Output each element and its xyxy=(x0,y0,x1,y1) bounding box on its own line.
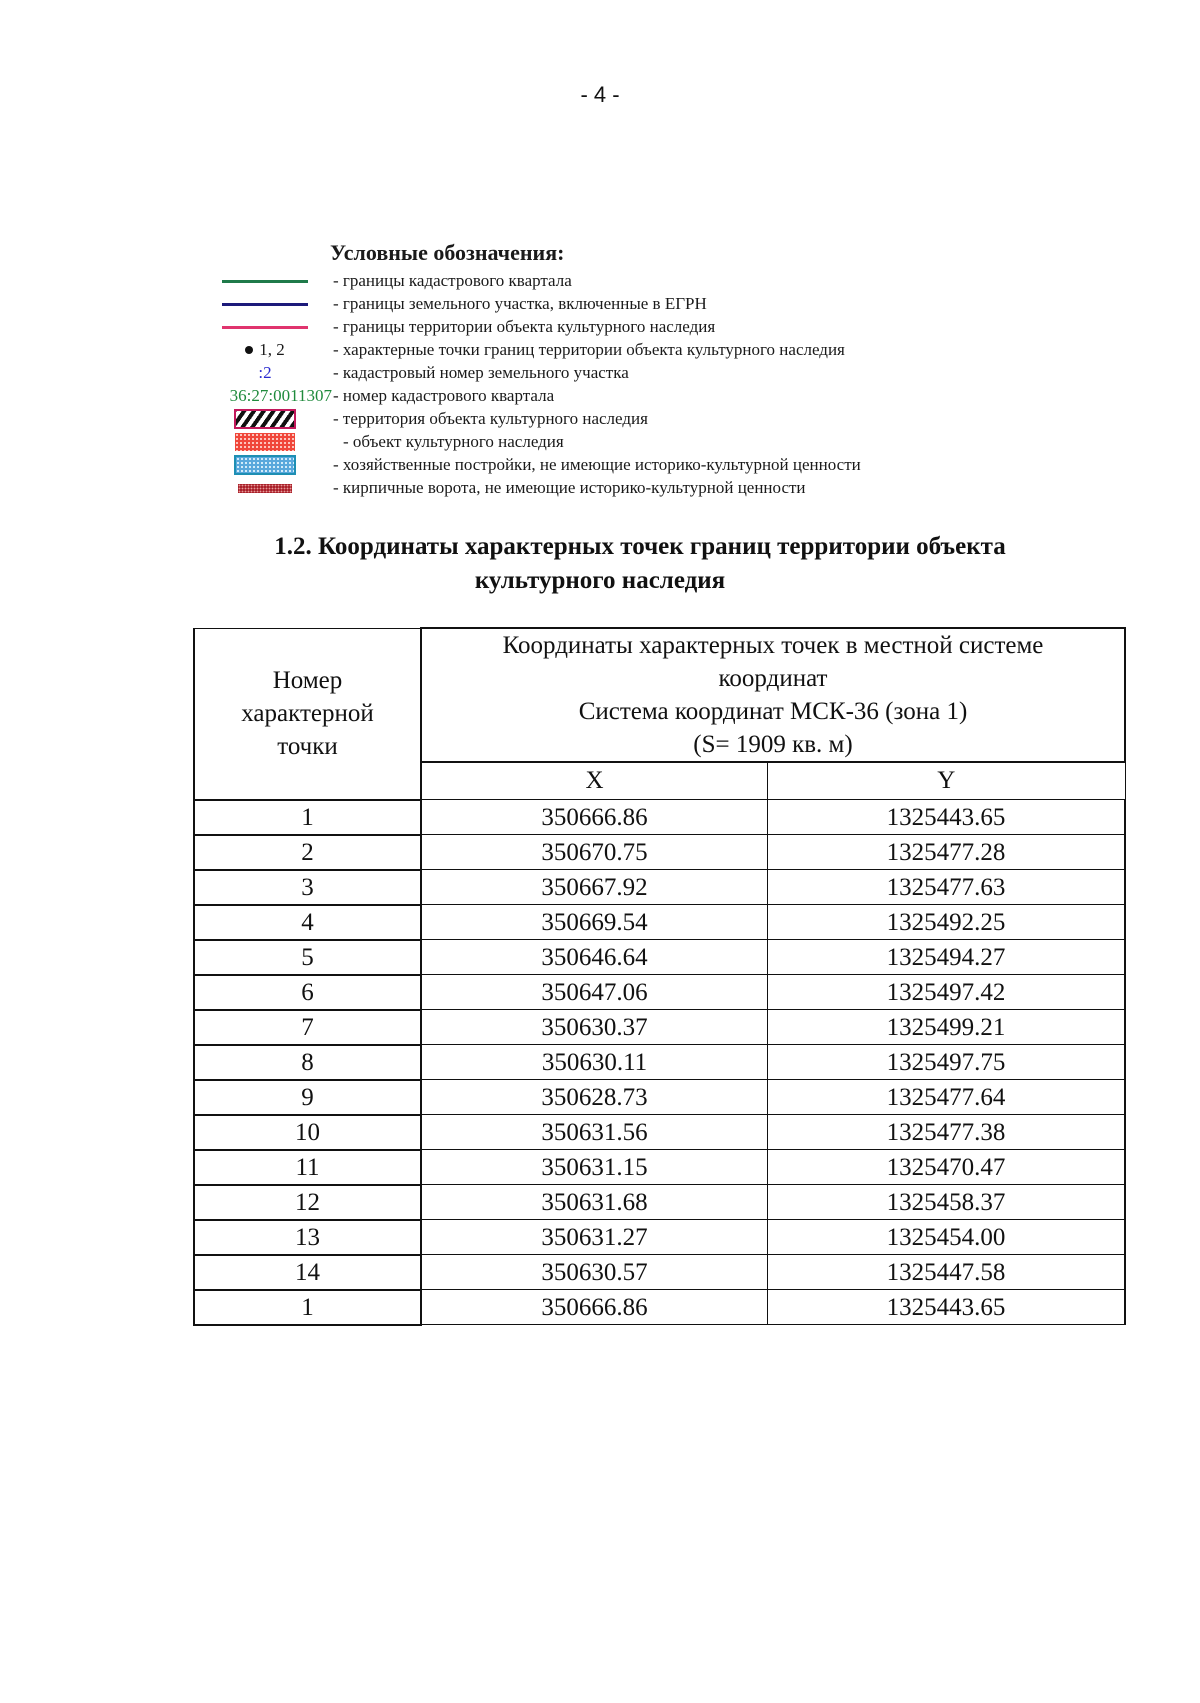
section-heading-line-1: 1.2. Координаты характерных точек границ территории объекта xyxy=(274,533,1006,560)
pink-line-icon xyxy=(222,326,308,329)
coordinates-table xyxy=(193,627,1126,1326)
table-row: 1 350666.86 1325443.65 xyxy=(194,800,1125,835)
header-point-number: Номер характерной точки xyxy=(194,628,421,800)
table-row: 6 350647.06 1325497.42 xyxy=(194,975,1125,1010)
navy-line-icon xyxy=(222,303,308,306)
dark-red-bar-icon xyxy=(238,484,292,493)
table-row: 5 350646.64 1325494.27 xyxy=(194,940,1125,975)
green-line-icon xyxy=(222,280,308,283)
legend-item-heritage-boundary xyxy=(200,316,1100,338)
legend-description: - характерные точки границ территории объекта культурного наследия xyxy=(333,340,845,359)
legend-item-brick-gate xyxy=(200,477,1100,499)
legend-description: - объект культурного наследия xyxy=(343,432,564,451)
hatched-box-icon xyxy=(234,409,296,429)
section-heading-line-2: культурного наследия xyxy=(474,567,726,594)
red-dotted-box-icon xyxy=(235,433,295,451)
legend-title: Условные обозначения: xyxy=(330,240,565,265)
legend-item-outbuildings xyxy=(200,454,1100,476)
legend-item-quarter-number xyxy=(200,385,1100,407)
table-row: 7 350630.37 1325499.21 xyxy=(194,1010,1125,1045)
legend-description: - номер кадастрового квартала xyxy=(333,386,555,405)
header-x: X xyxy=(421,762,768,800)
blue-dotted-box-icon xyxy=(234,455,296,475)
legend-description: - кирпичные ворота, не имеющие историко-культурной ценности xyxy=(333,478,806,497)
legend-description: - границы земельного участка, включенные в ЕГРН xyxy=(333,294,707,313)
table-row: 11 350631.15 1325470.47 xyxy=(194,1150,1125,1185)
point-label: 1, 2 xyxy=(259,340,285,359)
table-row: 4 350669.54 1325492.25 xyxy=(194,905,1125,940)
table-row: 8 350630.11 1325497.75 xyxy=(194,1045,1125,1080)
section-heading xyxy=(0,530,1200,598)
legend-description: - границы территории объекта культурного наследия xyxy=(333,317,716,336)
legend-item-heritage-territory xyxy=(200,408,1100,430)
legend-description: - кадастровый номер земельного участка xyxy=(333,363,629,382)
legend-item-parcel-number xyxy=(200,362,1100,384)
parcel-number-label: :2 xyxy=(258,363,272,382)
legend-description: - хозяйственные постройки, не имеющие историко-культурной ценности xyxy=(333,455,861,474)
quarter-number-label: 36:27:0011307 xyxy=(229,386,332,405)
table-row: 14 350630.57 1325447.58 xyxy=(194,1255,1125,1290)
table-row: 10 350631.56 1325477.38 xyxy=(194,1115,1125,1150)
page-number: - 4 - xyxy=(580,82,620,107)
legend-item-characteristic-points xyxy=(200,339,1100,361)
table-row: 2 350670.75 1325477.28 xyxy=(194,835,1125,870)
table-row: 13 350631.27 1325454.00 xyxy=(194,1220,1125,1255)
table-row: 1 350666.86 1325443.65 xyxy=(194,1290,1125,1325)
legend-item-parcel-boundary xyxy=(200,293,1100,315)
legend-description: - границы кадастрового квартала xyxy=(333,271,572,290)
point-dot-icon xyxy=(245,346,253,354)
table-row: 9 350628.73 1325477.64 xyxy=(194,1080,1125,1115)
legend-description: - территория объекта культурного наследия xyxy=(333,409,648,428)
header-y: Y xyxy=(768,762,1126,800)
table-row: 12 350631.68 1325458.37 xyxy=(194,1185,1125,1220)
header-coordinate-system: Координаты характерных точек в местной системе координат Система координат МСК-36 (зона 1) (S= 1909 кв. м) xyxy=(421,628,1125,762)
legend-item-heritage-object xyxy=(200,431,1100,453)
legend-item-quarter-boundary xyxy=(200,270,1100,292)
table-row: 3 350667.92 1325477.63 xyxy=(194,870,1125,905)
